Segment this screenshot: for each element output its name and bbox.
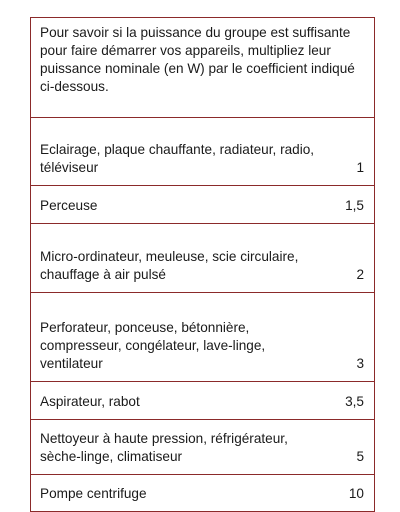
- row-label: Nettoyeur à haute pression, réfrigérateur, sèche-linge, climatiseur: [40, 431, 288, 464]
- row-label: Micro-ordinateur, meuleuse, scie circulaire, chauffage à air pulsé: [40, 249, 299, 282]
- row-coefficient: 10: [348, 486, 364, 501]
- row-coefficient: 1: [356, 160, 364, 175]
- row-label: Aspirateur, rabot: [40, 394, 140, 409]
- table-row: [31, 293, 374, 382]
- table-row: [31, 420, 374, 475]
- row-label: Perceuse: [40, 198, 98, 213]
- intro-text: Pour savoir si la puissance du groupe est suffisante pour faire démarrer vos appareils, multipliez leur puissance nominale (en W) par le coefficient indiqué ci-dessous.: [31, 18, 374, 118]
- row-coefficient: 3,5: [345, 394, 364, 409]
- row-coefficient: 2: [356, 267, 364, 282]
- coefficient-table: [30, 17, 375, 512]
- row-coefficient: 1,5: [345, 198, 364, 213]
- table-row: [31, 224, 374, 293]
- table-row: [31, 382, 374, 420]
- table-row: [31, 186, 374, 224]
- row-coefficient: 5: [356, 449, 364, 464]
- row-label: Pompe centrifuge: [40, 486, 147, 501]
- table-row: [31, 475, 374, 511]
- row-label: Perforateur, ponceuse, bétonnière, compresseur, congélateur, lave-linge, ventilateur: [40, 320, 266, 371]
- row-label: Eclairage, plaque chauffante, radiateur, radio, téléviseur: [40, 142, 315, 175]
- row-coefficient: 3: [356, 356, 364, 371]
- table-row: [31, 118, 374, 186]
